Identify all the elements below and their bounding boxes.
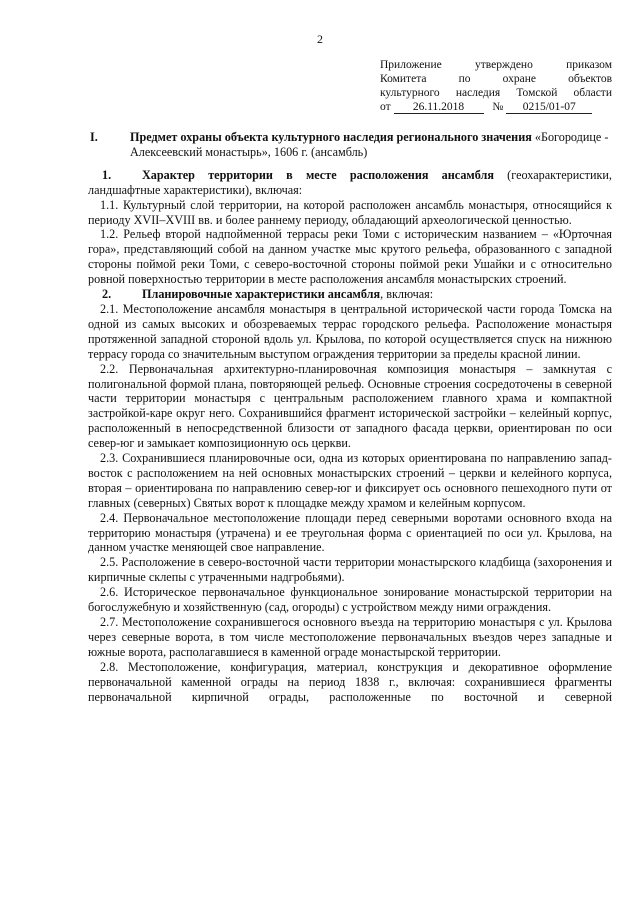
paragraph-1-2: 1.2. Рельеф второй надпойменной террасы реки Томи с историческим названием – «Юрточная гора», представляющий собой на данном участке мыс крутого рельефа, образованного с западной стороны поймой реки Томи, с северо-восточной стороны поймой реки Ушайки и с относительно ровной поверхностью территории в месте расположения ансамбля монастырских строений. — [88, 227, 612, 287]
heading-1-title: Характер территории в месте расположения ансамбля — [142, 167, 494, 182]
section-title: Предмет охраны объекта культурного наследия регионального значения — [130, 130, 532, 144]
heading-2-rest: , включая: — [380, 287, 434, 302]
document-body — [88, 130, 612, 704]
approval-number: 0215/01-07 — [506, 101, 592, 114]
heading-1 — [88, 168, 612, 198]
from-label: от — [380, 101, 391, 113]
approval-line-1: Приложение утверждено приказом — [380, 59, 612, 71]
approval-line-3: культурного наследия Томской области — [380, 87, 612, 99]
section-subtitle: «Богородице - Алексеевский монастырь», 1606 г. (ансамбль) — [130, 130, 609, 159]
paragraph-2-6: 2.6. Историческое первоначальное функциональное зонирование монастырской территории на богослужебную и хозяйственную (сад, огороды) с устройством между ними ограждения. — [88, 585, 612, 615]
paragraph-2-2: 2.2. Первоначальная архитектурно-планировочная композиция монастыря – замкнутая с полигональной формой плана, повторяющей рельеф. Основные строения сосредоточены в северной части территории монастыря с центральным расположением главного храма и компактной застройкой-каре округ него. Сохранившийся фрагмент исторической застройки – келейный корпус, расположенный в непосредственной близости от западного фасада церкви, ориентирован по оси север-юг и замыкает композиционную ось церкви. — [88, 361, 612, 451]
paragraph-2-1: 2.1. Местоположение ансамбля монастыря в центральной исторической части города Томска на одной из самых высоких и обозреваемых террас городского рельефа. Расположение монастыря протяженной западной стороной вдоль ул. Крылова, по которой осуществляется спуск на нижнюю террасу города со значительным выступом ограждения территории за пределы красной линии. — [88, 301, 612, 361]
approval-date-line — [380, 100, 612, 114]
heading-1-number: 1. — [102, 167, 112, 182]
paragraph-2-4: 2.4. Первоначальное местоположение площади перед северными воротами основного входа на территорию монастыря (утрачена) и ее треугольная форма с ориентацией по оси ул. Крылова, на данном участке меняющей свое направление. — [88, 510, 612, 555]
section-heading — [88, 130, 612, 160]
heading-1-rest: (геохарактеристики, ландшафтные характеристики), включая: — [88, 167, 612, 197]
heading-2-title: Планировочные характеристики ансамбля — [142, 287, 381, 302]
paragraph-2-5: 2.5. Расположение в северо-восточной части территории монастырского кладбища (захоронения и кирпичные склепы с утраченными надгробьями). — [88, 555, 612, 585]
heading-2 — [88, 287, 612, 302]
paragraph-2-3: 2.3. Сохранившиеся планировочные оси, одна из которых ориентирована по направлению запад-восток с расположением на ней основных монастырских строений – церкви и келейного корпуса, вторая – ориентирована по направлению север-юг и фиксирует ось основного пешеходного пути от главных (северных) Святых ворот к площадке между храмом и келейным корпусом. — [88, 451, 612, 510]
approval-date: 26.11.2018 — [394, 101, 484, 114]
paragraph-1-1: 1.1. Культурный слой территории, на которой расположен ансамбль монастыря, относящийся к периоду XVII–XVIII вв. и более раннему периоду, обладающий археологической ценностью. — [88, 197, 612, 227]
approval-line-2: Комитета по охране объектов — [380, 73, 612, 85]
number-label: № — [492, 101, 504, 113]
heading-2-number: 2. — [102, 287, 112, 302]
page-number: 2 — [317, 32, 323, 46]
paragraph-2-8: 2.8. Местоположение, конфигурация, материал, конструкция и декоративное оформление первоначальной каменной ограды на период 1838 г., включая: сохранившиеся фрагменты первоначальной кирпичной ограды, расположенные по восточной и северной — [88, 659, 612, 704]
section-number: I. — [90, 130, 98, 144]
paragraph-2-7: 2.7. Местоположение сохранившегося основного въезда на территорию монастыря с ул. Крылова через северные ворота, в том числе местоположение первоначальных въездов через западные и южные ворота, располагавшиеся в каменной ограде монастырской территории. — [88, 615, 612, 659]
approval-block — [380, 58, 612, 114]
